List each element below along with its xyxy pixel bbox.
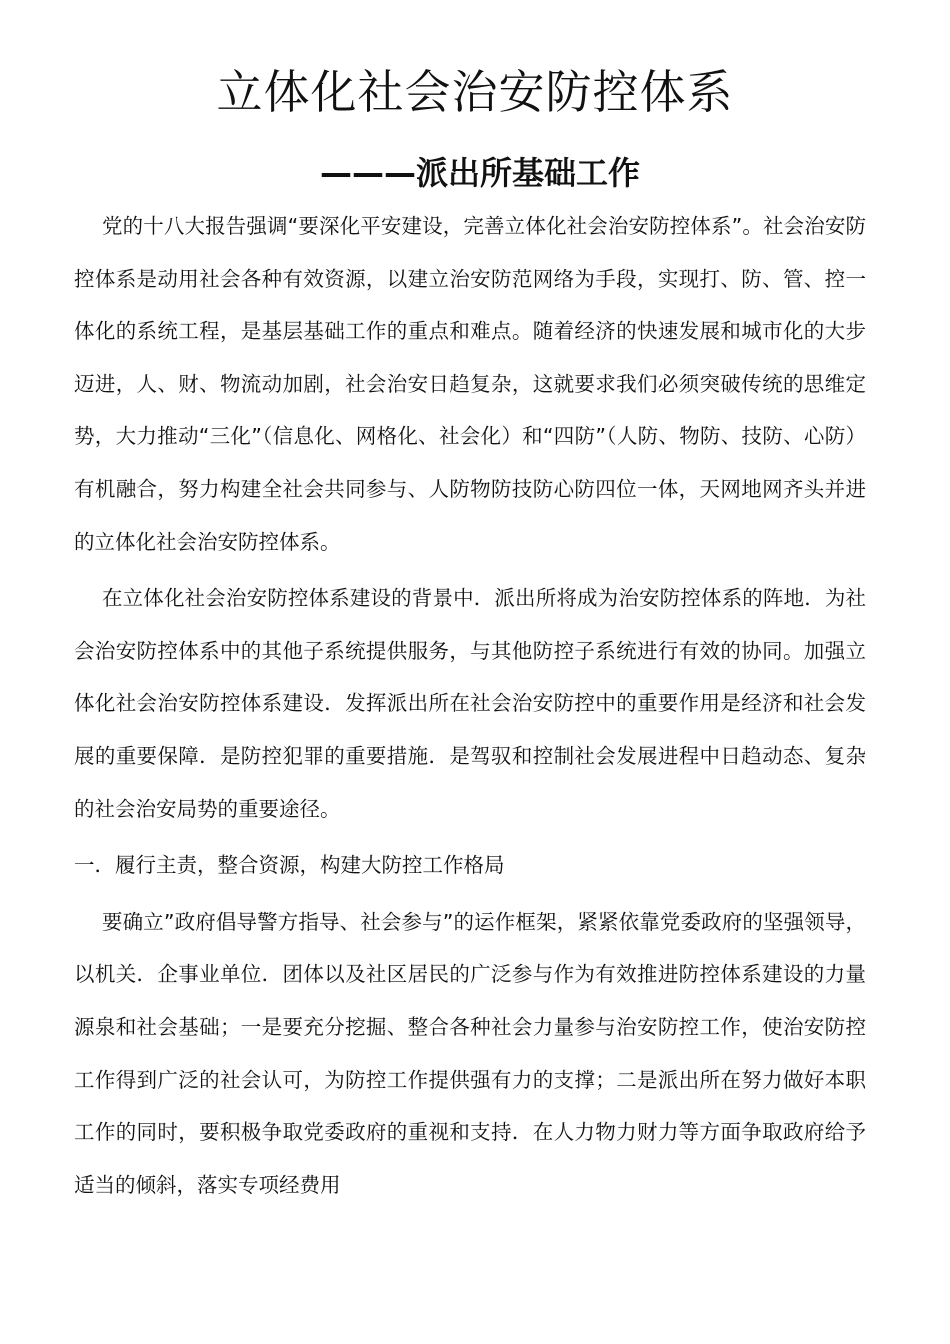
document-title: 立体化社会治安防控体系 — [216, 65, 734, 119]
document-subtitle: ———派出所基础工作 — [319, 154, 640, 192]
paragraph-background: 在立体化社会治安防控体系建设的背景中．派出所将成为治安防控体系的阵地．为社会治安防控体系中的其他子系统提供服务，与其他防控子系统进行有效的协同。加强立体化社会治安防控体系建设．发挥派出所在社会治安防控中的重要作用是经济和社会发展的重要保障．是防控犯罪的重要措施．是驾驭和控制社会发展进程中日趋动态、复杂的社会治安局势的重要途径。 — [74, 586, 866, 821]
section-heading-1: 一．履行主责，整合资源，构建大防控工作格局 — [74, 853, 505, 878]
paragraph-section-1: 要确立”政府倡导警方指导、社会参与”的运作框架，紧紧依靠党委政府的坚强领导，以机关．企事业单位．团体以及社区居民的广泛参与作为有效推进防控体系建设的力量源泉和社会基础；一是要充分挖掘、整合各种社会力量参与治安防控工作，使治安防控工作得到广泛的社会认可，为防控工作提供强有力的支撑；二是派出所在努力做好本职工作的同时，要积极争取党委政府的重视和支持．在人力物力财力等方面争取政府给予适当的倾斜，落实专项经费用 — [74, 909, 866, 1197]
paragraph-intro: 党的十八大报告强调“要深化平安建设，完善立体化社会治安防控体系”。社会治安防控体系是动用社会各种有效资源，以建立治安防范网络为手段，实现打、防、管、控一体化的系统工程，是基层基础工作的重点和难点。随着经济的快速发展和城市化的大步迈进，人、财、物流动加剧，社会治安日趋复杂，这就要求我们必须突破传统的思维定势，大力推动“三化”（信息化、网格化、社会化）和“四防”（人防、物防、技防、心防）有机融合，努力构建全社会共同参与、人防物防技防心防四位一体，天网地网齐头并进的立体化社会治安防控体系。 — [74, 214, 866, 554]
document-body — [74, 200, 866, 1215]
